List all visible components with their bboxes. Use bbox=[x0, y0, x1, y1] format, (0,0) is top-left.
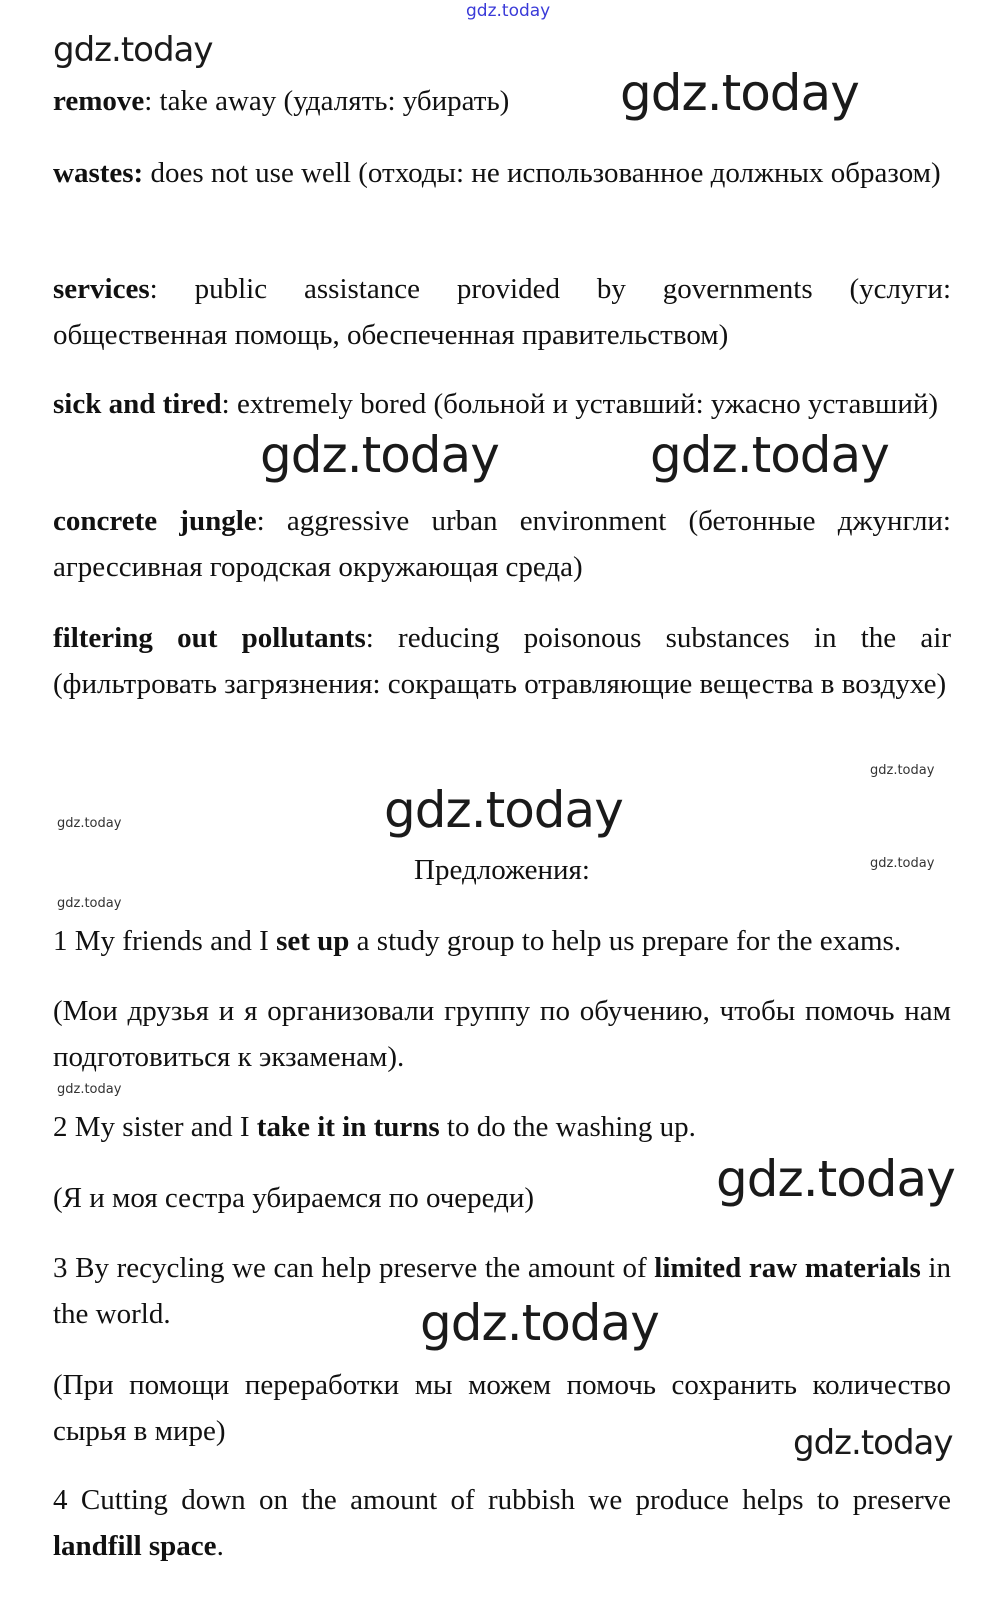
watermark: gdz.today bbox=[57, 1082, 122, 1097]
watermark: gdz.today bbox=[53, 30, 213, 70]
watermark: gdz.today bbox=[466, 1, 551, 21]
watermark: gdz.today bbox=[260, 426, 499, 484]
sentence-text: to do the washing up. bbox=[439, 1111, 696, 1143]
watermark: gdz.today bbox=[870, 763, 935, 778]
definition: : take away (удалять: убирать) bbox=[144, 85, 510, 117]
sentence-text: 2 My sister and I bbox=[53, 1111, 257, 1143]
sentence-1 bbox=[53, 918, 951, 964]
sentence-text: a study group to help us prepare for the exams. bbox=[349, 925, 902, 957]
definition: : extremely bored (больной и уставший: ужасно уставший) bbox=[221, 388, 939, 420]
translation-1: (Мои друзья и я организовали группу по обучению, чтобы помочь нам подготовиться к экзаменам). bbox=[53, 995, 951, 1073]
glossary-item-sick-and-tired bbox=[53, 381, 951, 427]
translation-2: (Я и моя сестра убираемся по очереди) bbox=[53, 1182, 535, 1214]
watermark: gdz.today bbox=[650, 426, 889, 484]
watermark: gdz.today bbox=[620, 64, 859, 122]
term: wastes: bbox=[53, 157, 144, 189]
watermark: gdz.today bbox=[870, 856, 935, 871]
sentence-text: 1 My friends and I bbox=[53, 925, 277, 957]
sentence-phrase: landfill space bbox=[53, 1530, 217, 1562]
sentence-phrase: take it in turns bbox=[256, 1111, 440, 1143]
watermark: gdz.today bbox=[384, 781, 623, 839]
term: services bbox=[53, 273, 150, 305]
translation-3: (При помощи переработки мы можем помочь сохранить количество сырья в мире) bbox=[53, 1369, 951, 1447]
watermark: gdz.today bbox=[716, 1150, 955, 1208]
definition: : aggressive urban environment (бетонные джунгли: агрессивная городская окружающая среда) bbox=[53, 505, 951, 583]
sentence-phrase: set up bbox=[276, 925, 350, 957]
watermark: gdz.today bbox=[793, 1423, 953, 1463]
definition: : public assistance provided by governments (услуги: общественная помощь, обеспеченная правительством) bbox=[53, 273, 951, 351]
glossary-item-wastes bbox=[53, 150, 951, 196]
watermark: gdz.today bbox=[57, 896, 122, 911]
glossary-item-filtering bbox=[53, 615, 951, 707]
section-title: Предложения: bbox=[414, 854, 590, 886]
glossary-item-services bbox=[53, 266, 951, 358]
sentence-text: 4 Cutting down on the amount of rubbish we produce helps to preserve bbox=[53, 1484, 951, 1516]
glossary-item-concrete-jungle bbox=[53, 498, 951, 590]
definition: : reducing poisonous substances in the air (фильтровать загрязнения: сокращать отравляющие вещества в воздухе) bbox=[53, 622, 951, 700]
definition: does not use well (отходы: не использованное должных образом) bbox=[143, 157, 941, 189]
watermark: gdz.today bbox=[420, 1294, 659, 1352]
sentence-text: . bbox=[216, 1530, 224, 1562]
sentence-phrase: limited raw materials bbox=[654, 1252, 921, 1284]
term: remove bbox=[53, 85, 145, 117]
sentence-text: 3 By recycling we can help preserve the amount of bbox=[53, 1252, 655, 1284]
sentence-4 bbox=[53, 1477, 951, 1569]
sentence-text: in the world. bbox=[53, 1252, 951, 1330]
term: concrete jungle bbox=[53, 505, 257, 537]
term: filtering out pollutants bbox=[53, 622, 366, 654]
watermark: gdz.today bbox=[57, 816, 122, 831]
term: sick and tired bbox=[53, 388, 222, 420]
sentence-2 bbox=[53, 1104, 951, 1150]
